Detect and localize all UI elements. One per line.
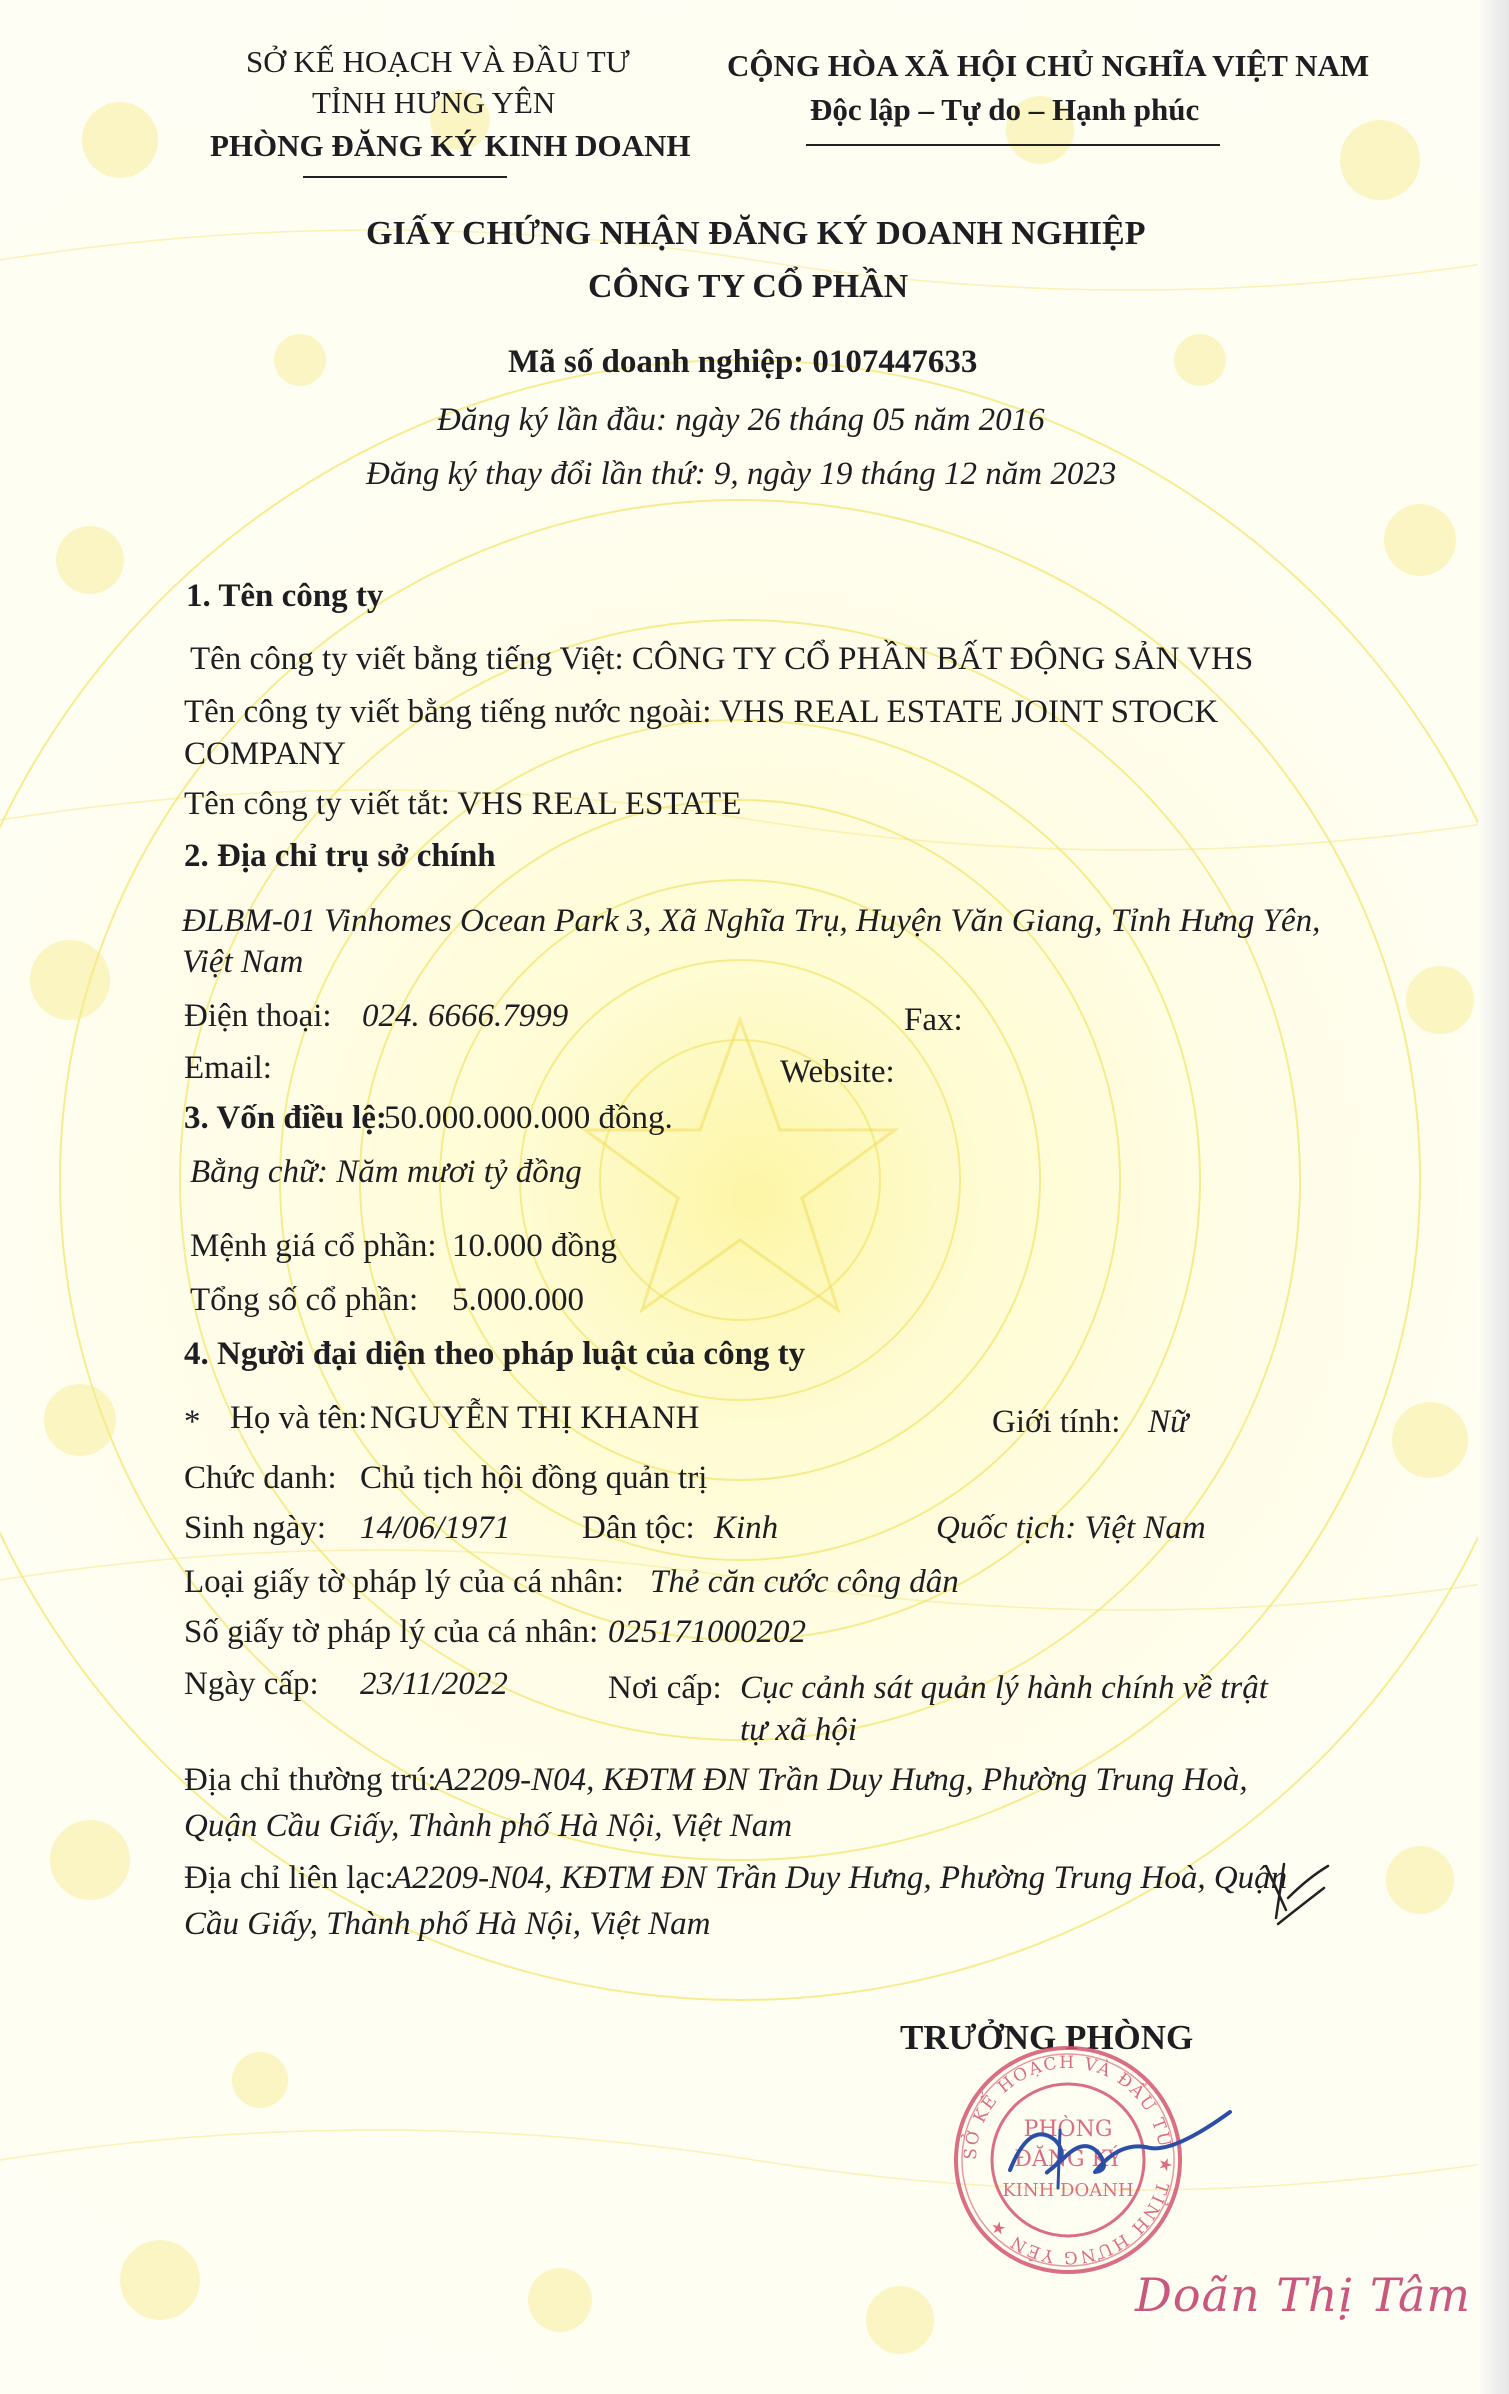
motto-underline bbox=[806, 144, 1220, 146]
signer-name: Doãn Thị Tâm bbox=[1135, 2268, 1472, 2322]
name-label: Họ và tên: bbox=[230, 1400, 368, 1436]
issue-date-value: 23/11/2022 bbox=[360, 1666, 508, 1702]
position-label: Chức danh: bbox=[184, 1460, 337, 1496]
company-name-foreign-line1: Tên công ty viết bằng tiếng nước ngoài: VHS REAL ESTATE JOINT STOCK bbox=[184, 694, 1219, 730]
permanent-address-label: Địa chỉ thường trú: bbox=[184, 1762, 437, 1798]
first-registration-date: Đăng ký lần đầu: ngày 26 tháng 05 năm 2016 bbox=[437, 402, 1045, 438]
issue-place-label: Nơi cấp: bbox=[608, 1670, 722, 1706]
issue-place-line1: Cục cảnh sát quản lý hành chính về trật bbox=[740, 1670, 1268, 1706]
head-office-address-line2: Việt Nam bbox=[182, 944, 304, 980]
republic-name: CỘNG HÒA XÃ HỘI CHỦ NGHĨA VIỆT NAM bbox=[727, 48, 1370, 83]
certificate-title: GIẤY CHỨNG NHẬN ĐĂNG KÝ DOANH NGHIỆP bbox=[366, 215, 1146, 252]
contact-address-line2: Cầu Giấy, Thành phố Hà Nội, Việt Nam bbox=[184, 1906, 711, 1942]
gender-label: Giới tính: bbox=[992, 1404, 1121, 1440]
company-type: CÔNG TY CỔ PHẦN bbox=[588, 268, 909, 305]
section-address-heading: 2. Địa chỉ trụ sở chính bbox=[184, 838, 496, 874]
gender-value: Nữ bbox=[1148, 1404, 1189, 1440]
total-shares-value: 5.000.000 bbox=[452, 1282, 584, 1318]
company-name-foreign-line2: COMPANY bbox=[184, 736, 347, 772]
svg-text:ĐĂNG KÝ: ĐĂNG KÝ bbox=[1014, 2147, 1122, 2172]
birth-date-value: 14/06/1971 bbox=[360, 1510, 511, 1546]
position-value: Chủ tịch hội đồng quản trị bbox=[360, 1460, 708, 1496]
change-registration: Đăng ký thay đổi lần thứ: 9, ngày 19 tháng 12 năm 2023 bbox=[366, 456, 1117, 492]
charter-capital-value: 50.000.000.000 đồng. bbox=[384, 1100, 673, 1136]
company-name-vietnamese: Tên công ty viết bằng tiếng Việt: CÔNG TY CỔ PHẦN BẤT ĐỘNG SẢN VHS bbox=[190, 641, 1254, 677]
authority-name: SỞ KẾ HOẠCH VÀ ĐẦU TƯ bbox=[246, 44, 630, 79]
section-capital-heading: 3. Vốn điều lệ: bbox=[184, 1100, 387, 1136]
company-short-name: Tên công ty viết tắt: VHS REAL ESTATE bbox=[184, 786, 742, 822]
email-label: Email: bbox=[184, 1050, 272, 1086]
id-number-label: Số giấy tờ pháp lý của cá nhân: bbox=[184, 1614, 599, 1650]
svg-text:SỞ KẾ HOẠCH VÀ ĐẦU TƯ ★ TỈNH H: SỞ KẾ HOẠCH VÀ ĐẦU TƯ ★ TỈNH HƯNG YÊN ★ bbox=[960, 2052, 1176, 2268]
head-office-address-line1: ĐLBM-01 Vinhomes Ocean Park 3, Xã Nghĩa Trụ, Huyện Văn Giang, Tỉnh Hưng Yên, bbox=[182, 903, 1321, 939]
permanent-address-line1: A2209-N04, KĐTM ĐN Trần Duy Hưng, Phường Trung Hoà, bbox=[434, 1762, 1248, 1798]
par-value-label: Mệnh giá cổ phần: bbox=[190, 1228, 437, 1264]
phone-label: Điện thoại: bbox=[184, 998, 332, 1034]
id-number-value: 025171000202 bbox=[608, 1614, 806, 1650]
birth-date-label: Sinh ngày: bbox=[184, 1510, 327, 1546]
page-edge bbox=[1478, 0, 1509, 2394]
handwritten-signature bbox=[1000, 2100, 1240, 2200]
nationality: Quốc tịch: Việt Nam bbox=[936, 1510, 1206, 1546]
svg-text:KINH DOANH: KINH DOANH bbox=[1002, 2180, 1134, 2201]
phone-value: 024. 6666.7999 bbox=[362, 998, 569, 1034]
initials-mark bbox=[1258, 1858, 1338, 1928]
section-company-name-heading: 1. Tên công ty bbox=[186, 578, 384, 614]
ethnicity-label: Dân tộc: bbox=[582, 1510, 695, 1546]
ethnicity-value: Kinh bbox=[714, 1510, 779, 1546]
par-value: 10.000 đồng bbox=[452, 1228, 617, 1264]
national-motto: Độc lập – Tự do – Hạnh phúc bbox=[810, 92, 1200, 127]
contact-address-line1: A2209-N04, KĐTM ĐN Trần Duy Hưng, Phường Trung Hoà, Quận bbox=[392, 1860, 1288, 1896]
authority-underline bbox=[303, 176, 507, 178]
website-label: Website: bbox=[780, 1054, 895, 1090]
representative-name: NGUYỄN THỊ KHANH bbox=[370, 1400, 700, 1436]
section-representative-heading: 4. Người đại diện theo pháp luật của công ty bbox=[184, 1336, 806, 1372]
signer-title: TRƯỞNG PHÒNG bbox=[900, 2018, 1194, 2057]
capital-in-words: Bằng chữ: Năm mươi tỷ đồng bbox=[190, 1154, 582, 1190]
representative-bullet: * bbox=[184, 1404, 201, 1440]
issue-date-label: Ngày cấp: bbox=[184, 1666, 319, 1702]
fax-label: Fax: bbox=[904, 1002, 963, 1038]
id-type-value: Thẻ căn cước công dân bbox=[650, 1564, 959, 1600]
permanent-address-line2: Quận Cầu Giấy, Thành phố Hà Nội, Việt Nam bbox=[184, 1808, 793, 1844]
authority-province: TỈNH HƯNG YÊN bbox=[312, 85, 556, 120]
total-shares-label: Tổng số cổ phần: bbox=[190, 1282, 419, 1318]
issue-place-line2: tự xã hội bbox=[740, 1712, 857, 1748]
business-code: Mã số doanh nghiệp: 0107447633 bbox=[508, 344, 978, 380]
authority-office: PHÒNG ĐĂNG KÝ KINH DOANH bbox=[210, 128, 691, 163]
contact-address-label: Địa chỉ liên lạc: bbox=[184, 1860, 394, 1896]
svg-text:PHÒNG: PHÒNG bbox=[1023, 2117, 1113, 2142]
id-type-label: Loại giấy tờ pháp lý của cá nhân: bbox=[184, 1564, 624, 1600]
